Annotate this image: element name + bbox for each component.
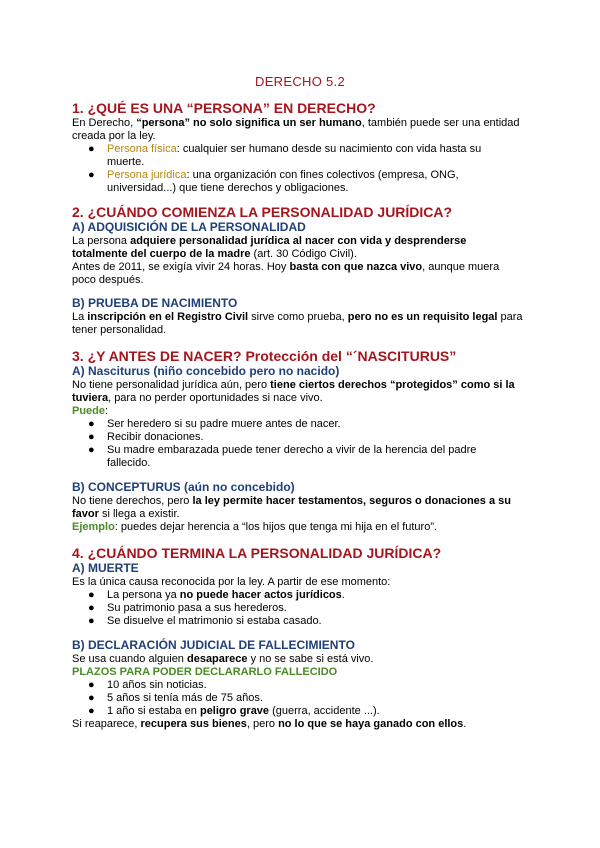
s4-subheading-b: B) DECLARACIÓN JUDICIAL DE FALLECIMIENTO xyxy=(72,638,355,652)
s3-ejemplo: Ejemplo: puedes dejar herencia a “los hijos que tenga mi hija en el futuro”. xyxy=(72,521,438,533)
bullet-dot: ● xyxy=(88,615,95,627)
bullet-dot: ● xyxy=(88,679,95,691)
s4-reaparece-line: Si reaparece, recupera sus bienes, pero no lo que se haya ganado con ellos. xyxy=(72,718,467,730)
s3-puede-label: Puede: xyxy=(72,405,109,417)
section-4-heading: 4. ¿CUÁNDO TERMINA LA PERSONALIDAD JURÍDICA? xyxy=(72,545,442,561)
s4-subheading-a: A) MUERTE xyxy=(72,561,139,575)
s2-a-line-3: Antes de 2011, se exigía vivir 24 horas. Hoy basta con que nazca vivo, aunque muera xyxy=(72,261,500,273)
s3-subheading-a: A) Nasciturus (niño concebido pero no nacido) xyxy=(72,364,340,378)
s1-paragraph-line-2: creada por la ley. xyxy=(72,130,156,142)
s3-subheading-b: B) CONCEPTURUS (aún no concebido) xyxy=(72,480,295,494)
document-title: DERECHO 5.2 xyxy=(255,74,345,89)
s3-a-line-1: No tiene personalidad jurídica aún, pero tiene ciertos derechos “protegidos” como si la xyxy=(72,379,515,391)
s2-subheading-a: A) ADQUISICIÓN DE LA PERSONALIDAD xyxy=(72,220,306,234)
bullet-dot: ● xyxy=(88,431,95,443)
section-3-heading: 3. ¿Y ANTES DE NACER? Protección del “´NASCITURUS” xyxy=(72,348,457,364)
s1-paragraph-line-1: En Derecho, “persona” no solo significa un ser humano, también puede ser una entidad xyxy=(72,117,520,129)
document-page: DERECHO 5.2 1. ¿QUÉ ES UNA “PERSONA” EN DERECHO? En Derecho, “persona” no solo significa un ser humano, también puede ser una entidad creada por la ley. ● Persona física: cualquier ser humano desde su nacimiento con vida hasta su muerte. ● Persona jurídica: una organización con fines colectivos (empresa, ONG, universidad...) que tiene derechos y obligaciones. 2. ¿CUÁNDO COMIENZA LA PERSONALIDAD JURÍDICA? A) ADQUISICIÓN DE LA PERSONALIDAD La persona adquiere personalidad jurídica al nacer con vida y desprenderse totalmente del cuerpo de la madre (art. 30 Código Civil). Antes de 2011, se exigía vivir 24 horas. Hoy basta con que nazca vivo, aunque muera poco después. B) PRUEBA DE NACIMIENTO La inscripción en el Registro Civil sirve como prueba, pero no es un requisito legal para tener personalidad. 3. ¿Y ANTES DE NACER? Protección del “´NASCITURUS” A) Nasciturus (niño concebido pero no nacido) No tiene personalidad jurídica aún, pero tiene ciertos derechos “protegidos” como si la tuviera, para no perder oportunidades si nace vivo. Puede: ● Ser heredero si su padre muere antes de nacer. ● Recibir donaciones. ● Su madre embarazada puede tener derecho a vivir de la herencia del padre fallecido. B) CONCEPTURUS (aún no concebido) No tiene derechos, pero la ley permite hacer testamentos, seguros o donaciones a su favor si llega a existir. Ejemplo: puedes dejar herencia a “los hijos que tenga mi hija en el futuro”. 4. ¿CUÁNDO TERMINA LA PERSONALIDAD JURÍDICA? A) MUERTE Es la única causa reconocida por la ley. A partir de ese momento: ● La persona ya no puede hacer actos jurídicos. ● Su patrimonio pasa a sus herederos. ● Se disuelve el matrimonio si estaba casado. B) DECLARACIÓN JUDICIAL DE FALLECIMIENTO Se usa cuando alguien desaparece y no se sabe si está vivo. PLAZOS PARA PODER DECLARARLO FALLECIDO ● 10 años sin noticias. ● 5 años si tenía más de 75 años. ● 1 año si estaba en peligro grave (guerra, accidente ...). Si reaparece, recupera sus bienes, pero no lo que se haya ganado con ellos. xyxy=(0,0,600,848)
s2-subheading-b: B) PRUEBA DE NACIMIENTO xyxy=(72,296,238,310)
bullet-dot: ● xyxy=(88,444,95,456)
bullet-dot: ● xyxy=(88,705,95,717)
bullet-dot: ● xyxy=(88,589,95,601)
bullet-dot: ● xyxy=(88,143,95,155)
section-2-heading: 2. ¿CUÁNDO COMIENZA LA PERSONALIDAD JURÍDICA? xyxy=(72,204,453,220)
s4-plazos-label: PLAZOS PARA PODER DECLARARLO FALLECIDO xyxy=(72,666,338,678)
bullet-dot: ● xyxy=(88,418,95,430)
s2-b-line-2: tener personalidad. xyxy=(72,324,167,336)
s2-a-line-2: totalmente del cuerpo de la madre (art. 30 Código Civil). xyxy=(72,248,357,260)
s3-b-line-1: No tiene derechos, pero la ley permite hacer testamentos, seguros o donaciones a su xyxy=(72,495,511,507)
bullet-dot: ● xyxy=(88,692,95,704)
s3-b-line-2: favor si llega a existir. xyxy=(72,508,180,520)
s3-a-line-2: tuviera, para no perder oportunidades si nace vivo. xyxy=(72,392,323,404)
bullet-dot: ● xyxy=(88,602,95,614)
s2-a-line-1: La persona adquiere personalidad jurídica al nacer con vida y desprenderse xyxy=(72,235,467,247)
s4-b-line-1: Se usa cuando alguien desaparece y no se sabe si está vivo. xyxy=(72,653,374,665)
s4-a-line-1: Es la única causa reconocida por la ley. A partir de ese momento: xyxy=(72,576,391,588)
s2-a-line-4: poco después. xyxy=(72,274,144,286)
s2-b-line-1: La inscripción en el Registro Civil sirve como prueba, pero no es un requisito legal para xyxy=(72,311,523,323)
section-1-heading: 1. ¿QUÉ ES UNA “PERSONA” EN DERECHO? xyxy=(72,100,376,116)
bullet-dot: ● xyxy=(88,169,95,181)
